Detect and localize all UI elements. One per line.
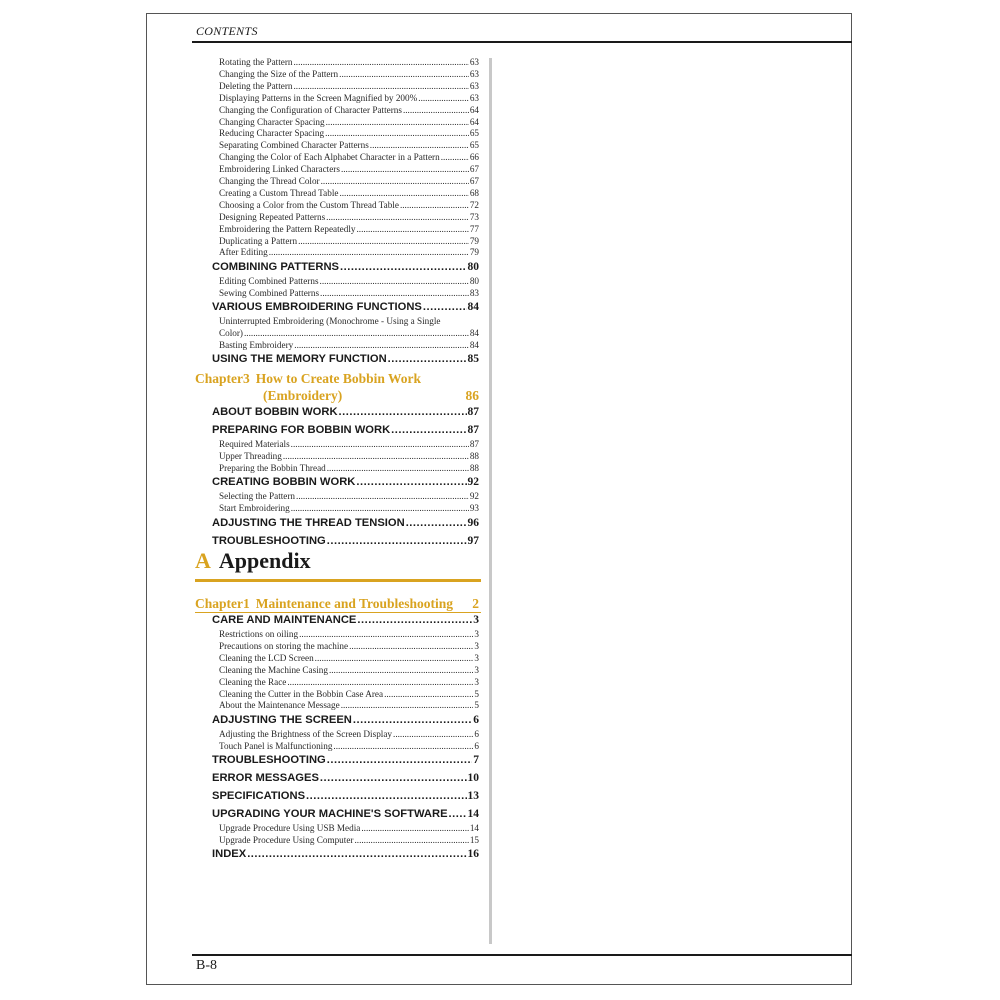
dot-leader — [294, 57, 469, 67]
toc-entry-title: TROUBLESHOOTING — [212, 754, 326, 767]
toc-entry-title: ADJUSTING THE THREAD TENSION — [212, 516, 405, 529]
chapter-title-line2: (Embroidery) — [263, 388, 343, 403]
toc-entry-page: 83 — [469, 287, 479, 298]
toc-section-entry — [212, 848, 479, 860]
dot-leader — [340, 261, 467, 273]
toc-entry-title: Cleaning the Machine Casing — [219, 664, 328, 675]
toc-subsection-entry — [219, 700, 479, 710]
toc-entry-title: ERROR MESSAGES — [212, 772, 319, 785]
toc-entry-title-line1: Uninterrupted Embroidering (Monochrome - Using a Single — [219, 316, 441, 327]
toc-subsection-entry — [219, 176, 479, 186]
dot-leader — [403, 105, 469, 115]
toc-entry-page: 67 — [469, 164, 479, 175]
dot-leader — [406, 517, 467, 529]
toc-entry-page: 80 — [469, 275, 479, 286]
dot-leader — [339, 406, 467, 418]
toc-entry-title: Rotating the Pattern — [219, 57, 293, 67]
toc-entry-title: Upper Threading — [219, 450, 282, 461]
toc-section-entry — [212, 614, 479, 626]
toc-section-entry — [212, 261, 479, 273]
toc-subsection-entry — [219, 188, 479, 198]
dot-leader — [441, 152, 469, 162]
toc-subsection-entry — [219, 212, 479, 222]
dot-leader — [400, 200, 469, 210]
toc-subsection-entry — [219, 164, 479, 174]
dot-leader — [320, 288, 469, 298]
toc-entry-page: 92 — [469, 491, 479, 502]
dot-leader — [291, 503, 469, 513]
toc-entry-page: 67 — [469, 176, 479, 186]
toc-subsection-entry — [219, 93, 479, 103]
toc-subsection-entry — [219, 81, 479, 91]
toc-entry-page: 96 — [467, 516, 479, 529]
dot-leader — [354, 835, 468, 845]
toc-entry-page: 65 — [469, 128, 479, 139]
toc-entry-page: 3 — [473, 614, 479, 626]
toc-subsection-entry — [219, 328, 479, 338]
dot-leader — [423, 301, 467, 313]
section-header: CONTENTS — [196, 24, 258, 38]
toc-entry-title: Precautions on storing the machine — [219, 640, 349, 651]
toc-entry-page: 3 — [474, 664, 479, 675]
toc-entry-page: 85 — [467, 352, 479, 365]
toc-subsection-entry — [219, 276, 479, 286]
toc-subsection-entry — [219, 835, 479, 845]
dot-leader — [357, 614, 472, 626]
toc-entry-page: 88 — [469, 450, 479, 461]
dot-leader — [296, 491, 469, 501]
toc-entry-page: 63 — [469, 80, 479, 91]
toc-entry-title: Changing the Configuration of Character Patterns — [219, 104, 402, 115]
dot-leader — [361, 823, 468, 833]
toc-entry-title: Reducing Character Spacing — [219, 128, 325, 139]
toc-entry-title: INDEX — [212, 848, 247, 861]
toc-entry-page: 64 — [469, 116, 479, 127]
toc-entry-title: UPGRADING YOUR MACHINE'S SOFTWARE — [212, 808, 448, 821]
toc-entry-title: Designing Repeated Patterns — [219, 211, 326, 222]
dot-leader — [357, 224, 469, 234]
toc-section-entry — [212, 535, 479, 547]
column-divider — [489, 58, 492, 944]
toc-entry-title: Upgrade Procedure Using USB Media — [219, 823, 361, 834]
dot-leader — [449, 808, 467, 820]
dot-leader — [388, 353, 467, 365]
toc-entry-page: 63 — [469, 92, 479, 103]
toc-entry-title: Creating a Custom Thread Table — [219, 187, 339, 198]
toc-entry-title: Changing the Color of Each Alphabet Character in a Pattern — [219, 152, 440, 163]
toc-entry-title: USING THE MEMORY FUNCTION — [212, 352, 387, 365]
toc-entry-page: 63 — [469, 57, 479, 67]
appendix-rule — [195, 579, 481, 582]
toc-entry-page: 7 — [473, 754, 479, 767]
toc-subsection-entry — [219, 491, 479, 501]
toc-section-entry — [212, 790, 479, 802]
toc-subsection-entry — [219, 463, 479, 473]
toc-subsection-entry — [219, 288, 479, 298]
dot-leader — [291, 439, 469, 449]
toc-entry-title: Choosing a Color from the Custom Thread Table — [219, 199, 399, 210]
toc-entry-title: TROUBLESHOOTING — [212, 534, 326, 547]
toc-entry-title: Cleaning the Race — [219, 676, 287, 687]
toc-entry-page: 3 — [474, 652, 479, 663]
page-number: B-8 — [196, 958, 217, 973]
toc-subsection-entry — [219, 236, 479, 246]
toc-entry-page: 80 — [467, 260, 479, 273]
toc-entry-title: PREPARING FOR BOBBIN WORK — [212, 424, 391, 436]
toc-entry-title: After Editing — [219, 247, 268, 258]
toc-entry-title: Duplicating a Pattern — [219, 235, 298, 246]
chapter-heading-line2 — [263, 388, 479, 404]
toc-entry-page: 84 — [467, 301, 479, 314]
toc-entry-title: Restrictions on oiling — [219, 629, 299, 639]
dot-leader — [287, 677, 473, 687]
toc-entry-page: 3 — [474, 629, 479, 639]
toc-entry-title: Touch Panel is Malfunctioning — [219, 740, 333, 751]
toc-subsection-entry — [219, 247, 479, 257]
toc-entry-page: 84 — [469, 327, 479, 338]
toc-subsection-entry — [219, 741, 479, 751]
dot-leader — [329, 665, 473, 675]
dot-leader — [353, 714, 472, 726]
toc-section-entry — [212, 808, 479, 820]
header-rule — [192, 41, 852, 43]
dot-leader — [247, 848, 466, 860]
toc-entry-page: 92 — [467, 476, 479, 489]
toc-subsection-entry — [219, 200, 479, 210]
toc-entry-title: Cleaning the LCD Screen — [219, 652, 314, 663]
toc-entry-title: Embroidering the Pattern Repeatedly — [219, 223, 356, 234]
toc-entry-page: 79 — [469, 235, 479, 246]
dot-leader — [391, 424, 466, 436]
footer-rule — [192, 954, 852, 956]
dot-leader — [384, 689, 473, 699]
toc-subsection-entry — [219, 439, 479, 449]
toc-subsection-entry — [219, 823, 479, 833]
toc-entry-page: 66 — [469, 152, 479, 163]
dot-leader — [333, 741, 473, 751]
toc-entry-title: Cleaning the Cutter in the Bobbin Case Area — [219, 688, 384, 699]
toc-entry-title: Basting Embroidery — [219, 339, 294, 350]
toc-entry-page: 14 — [467, 808, 479, 821]
toc-entry-title: Separating Combined Character Patterns — [219, 140, 369, 151]
toc-section-entry — [212, 301, 479, 313]
dot-leader — [269, 247, 469, 257]
dot-leader — [244, 328, 469, 338]
dot-leader — [327, 535, 467, 547]
toc-entry-page: 88 — [469, 462, 479, 473]
toc-entry-page: 72 — [469, 199, 479, 210]
dot-leader — [327, 754, 473, 766]
toc-entry-title: Preparing the Bobbin Thread — [219, 462, 326, 473]
toc-entry-page: 5 — [474, 700, 479, 711]
toc-entry-title: CREATING BOBBIN WORK — [212, 476, 356, 489]
toc-entry-title: Displaying Patterns in the Screen Magnified by 200% — [219, 92, 418, 103]
toc-subsection-entry — [219, 224, 479, 234]
toc-subsection-entry — [219, 57, 479, 67]
dot-leader — [339, 69, 469, 79]
toc-section-entry — [212, 714, 479, 726]
toc-entry-title: About the Maintenance Message — [219, 700, 340, 711]
dot-leader — [306, 790, 466, 802]
toc-subsection-entry — [219, 69, 479, 79]
toc-subsection-entry — [219, 503, 479, 513]
toc-subsection-entry — [219, 340, 479, 350]
dot-leader — [341, 164, 469, 174]
toc-entry-title: Upgrade Procedure Using Computer — [219, 835, 354, 845]
chapter-page: 86 — [465, 388, 479, 403]
dot-leader — [315, 653, 474, 663]
toc-subsection-entry — [219, 117, 479, 127]
toc-subsection-entry — [219, 105, 479, 115]
toc-entry-page: 87 — [467, 406, 479, 418]
appendix-letter: A — [195, 548, 211, 573]
toc-entry-page: 93 — [469, 503, 479, 514]
chapter-label: Chapter3 — [195, 371, 250, 386]
toc-entry-page: 64 — [469, 104, 479, 115]
dot-leader — [293, 81, 468, 91]
dot-leader — [326, 117, 469, 127]
appendix-title: Appendix — [218, 548, 311, 573]
toc-entry-title: Color) — [219, 327, 243, 338]
dot-leader — [339, 188, 468, 198]
chapter-label: Chapter1 — [195, 596, 250, 611]
dot-leader — [298, 236, 469, 246]
toc-entry-title: COMBINING PATTERNS — [212, 260, 339, 273]
toc-subsection-entry — [219, 677, 479, 687]
toc-subsection-entry — [219, 152, 479, 162]
toc-entry-page: 63 — [469, 68, 479, 79]
toc-entry-title: Changing the Size of the Pattern — [219, 68, 339, 79]
toc-subsection-entry — [219, 128, 479, 138]
toc-subsection-entry — [219, 629, 479, 639]
chapter-page: 2 — [472, 596, 479, 611]
toc-entry-title: ADJUSTING THE SCREEN — [212, 713, 352, 726]
toc-entry-title: Embroidering Linked Characters — [219, 164, 340, 175]
appendix-heading — [195, 548, 311, 574]
toc-entry-title: CARE AND MAINTENANCE — [212, 614, 357, 626]
dot-leader — [283, 451, 469, 461]
toc-entry-page: 97 — [467, 534, 479, 547]
chapter-heading — [195, 371, 479, 387]
dot-leader — [418, 93, 469, 103]
toc-entry-page: 77 — [469, 223, 479, 234]
toc-entry-title: Sewing Combined Patterns — [219, 287, 320, 298]
toc-entry-page: 3 — [474, 640, 479, 651]
dot-leader — [370, 140, 469, 150]
toc-subsection-entry — [219, 140, 479, 150]
toc-entry-page: 84 — [469, 339, 479, 350]
toc-entry-page: 68 — [469, 187, 479, 198]
dot-leader — [349, 641, 473, 651]
dot-leader — [356, 476, 466, 488]
dot-leader — [299, 629, 473, 639]
dot-leader — [393, 729, 473, 739]
toc-section-entry — [212, 476, 479, 488]
toc-entry-title: Changing the Thread Color — [219, 176, 320, 186]
toc-entry-page: 10 — [467, 772, 479, 785]
toc-entry-page: 87 — [467, 424, 479, 436]
toc-section-entry — [212, 424, 479, 436]
toc-entry-page: 13 — [467, 790, 479, 803]
toc-entry-page: 5 — [474, 688, 479, 699]
dot-leader — [320, 276, 469, 286]
toc-entry-title: Editing Combined Patterns — [219, 275, 319, 286]
toc-entry-title: Start Embroidering — [219, 503, 290, 514]
dot-leader — [325, 128, 469, 138]
dot-leader — [327, 463, 469, 473]
toc-section-entry — [212, 517, 479, 529]
toc-entry-page: 16 — [467, 848, 479, 861]
toc-subsection-entry — [219, 665, 479, 675]
chapter-title: How to Create Bobbin Work — [255, 371, 422, 386]
chapter-title: Maintenance and Troubleshooting — [255, 596, 454, 611]
dot-leader — [341, 700, 474, 710]
toc-entry-page: 3 — [474, 676, 479, 687]
chapter-rule — [195, 612, 481, 613]
dot-leader — [321, 176, 469, 186]
toc-entry-title: Required Materials — [219, 439, 290, 449]
toc-entry-page: 65 — [469, 140, 479, 151]
toc-subsection-entry — [219, 689, 479, 699]
dot-leader — [294, 340, 469, 350]
toc-section-entry — [212, 754, 479, 766]
toc-subsection-entry — [219, 451, 479, 461]
toc-entry-page: 73 — [469, 211, 479, 222]
toc-entry-title: SPECIFICATIONS — [212, 790, 306, 803]
toc-section-entry — [212, 406, 479, 418]
dot-leader — [320, 772, 467, 784]
toc-entry-page: 6 — [474, 740, 479, 751]
toc-section-entry — [212, 772, 479, 784]
toc-subsection-entry — [219, 653, 479, 663]
toc-entry-page: 6 — [474, 728, 479, 739]
toc-entry-title: Selecting the Pattern — [219, 491, 296, 502]
toc-entry-page: 6 — [473, 713, 479, 726]
dot-leader — [326, 212, 469, 222]
toc-entry-title: ABOUT BOBBIN WORK — [212, 406, 338, 418]
toc-entry-title: Adjusting the Brightness of the Screen Display — [219, 728, 393, 739]
toc-entry-page: 15 — [469, 835, 479, 845]
toc-subsection-entry — [219, 729, 479, 739]
toc-entry-page: 14 — [469, 823, 479, 834]
toc-entry-title: VARIOUS EMBROIDERING FUNCTIONS — [212, 301, 422, 314]
toc-entry-page: 87 — [469, 439, 479, 449]
toc-entry-title: Changing Character Spacing — [219, 116, 325, 127]
toc-section-entry — [212, 353, 479, 365]
toc-subsection-entry — [219, 641, 479, 651]
appendix-chapter-heading — [195, 596, 479, 612]
toc-entry-title: Deleting the Pattern — [219, 80, 293, 91]
toc-entry-page: 79 — [469, 247, 479, 258]
